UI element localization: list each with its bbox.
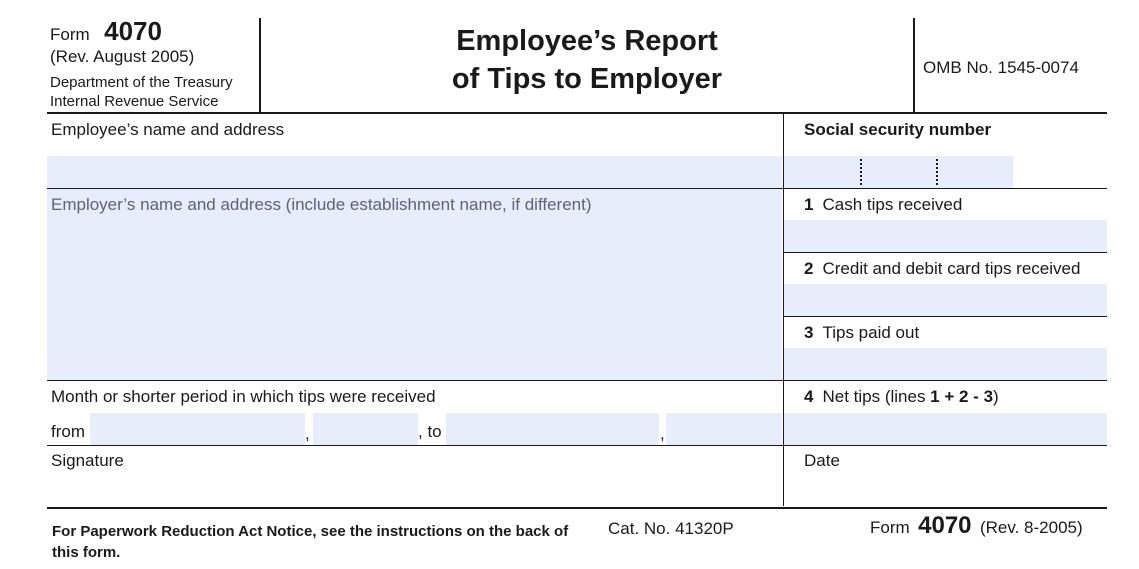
form-id-block bbox=[50, 16, 162, 47]
header-bottom-rule bbox=[47, 112, 1107, 114]
employee-name-label: Employee’s name and address bbox=[51, 120, 285, 139]
line1-label bbox=[804, 195, 962, 215]
line2-text: Credit and debit card tips received bbox=[822, 259, 1081, 278]
line2-number: 2 bbox=[804, 259, 814, 278]
omb-number: OMB No. 1545-0074 bbox=[923, 58, 1079, 77]
header-divider-right bbox=[913, 18, 915, 113]
tips-paid-out-field[interactable] bbox=[784, 348, 1107, 380]
footer-revision: (Rev. 8-2005) bbox=[979, 518, 1083, 537]
line3-number: 3 bbox=[804, 323, 814, 342]
employer-name-label: Employer’s name and address (include establishment name, if different) bbox=[51, 195, 592, 214]
form-word: Form bbox=[50, 25, 90, 44]
from-comma: , bbox=[305, 424, 310, 443]
ssn-separator-1 bbox=[860, 159, 862, 185]
signature-field[interactable] bbox=[47, 474, 782, 505]
from-month-day-field[interactable] bbox=[90, 413, 305, 445]
to-month-day-field[interactable] bbox=[446, 413, 659, 445]
row-rule-2 bbox=[47, 380, 1107, 381]
footer-form-id bbox=[870, 512, 1083, 540]
line1-text: Cash tips received bbox=[822, 195, 963, 214]
footer-form-number: 4070 bbox=[918, 512, 972, 539]
header-divider-left bbox=[259, 18, 261, 113]
to-year-field[interactable] bbox=[666, 413, 782, 445]
form-title-line2: of Tips to Employer bbox=[451, 63, 723, 95]
row-rule-line1 bbox=[784, 252, 1107, 253]
form-revision: (Rev. August 2005) bbox=[50, 47, 195, 66]
cat-number: Cat. No. 41320P bbox=[608, 519, 734, 538]
ssn-field[interactable] bbox=[784, 156, 1013, 188]
line3-label bbox=[804, 323, 919, 343]
line4-text-suffix: ) bbox=[993, 387, 999, 406]
employer-name-field[interactable] bbox=[47, 189, 782, 380]
date-field[interactable] bbox=[785, 474, 1107, 505]
department: Department of the Treasury bbox=[50, 74, 233, 91]
period-label: Month or shorter period in which tips were received bbox=[51, 387, 436, 406]
cash-tips-field[interactable] bbox=[784, 220, 1107, 252]
ssn-label: Social security number bbox=[804, 120, 992, 139]
form-title-line1: Employee’s Report bbox=[456, 25, 718, 57]
card-tips-field[interactable] bbox=[784, 284, 1107, 316]
from-label: from bbox=[51, 422, 85, 441]
line2-label bbox=[804, 259, 1080, 279]
form-title bbox=[262, 22, 912, 98]
date-label: Date bbox=[804, 451, 840, 470]
line4-number: 4 bbox=[804, 387, 814, 406]
form-number: 4070 bbox=[104, 16, 162, 46]
form-bottom-rule bbox=[47, 507, 1107, 509]
row-rule-line2 bbox=[784, 316, 1107, 317]
signature-label: Signature bbox=[51, 451, 124, 470]
line1-number: 1 bbox=[804, 195, 814, 214]
employee-name-field[interactable] bbox=[47, 156, 782, 188]
line3-text: Tips paid out bbox=[822, 323, 920, 342]
line4-text-prefix: Net tips (lines bbox=[822, 387, 931, 406]
line4-formula: 1 + 2 - 3 bbox=[930, 387, 994, 406]
to-label: , to bbox=[418, 422, 442, 441]
line4-label bbox=[804, 387, 999, 407]
paperwork-notice: For Paperwork Reduction Act Notice, see the instructions on the back of this form. bbox=[52, 523, 569, 561]
ssn-separator-2 bbox=[936, 159, 938, 185]
from-year-field[interactable] bbox=[313, 413, 418, 445]
to-comma: , bbox=[660, 424, 665, 443]
row-rule-3 bbox=[47, 445, 1107, 446]
footer-form-word: Form bbox=[870, 518, 910, 537]
net-tips-field[interactable] bbox=[784, 413, 1107, 445]
agency: Internal Revenue Service bbox=[50, 93, 219, 110]
